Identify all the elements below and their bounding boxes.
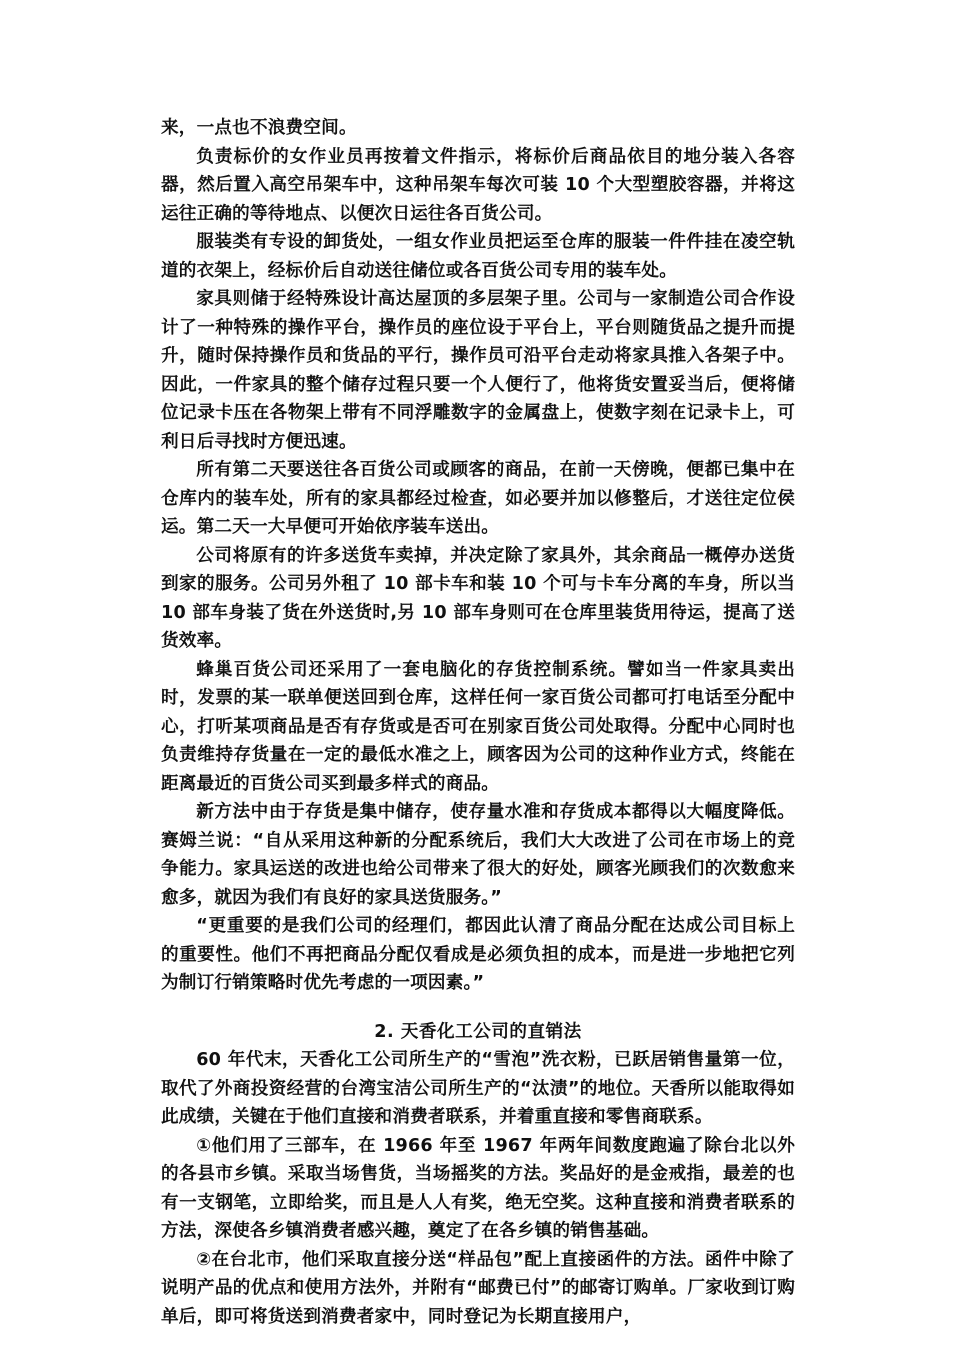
paragraph-4: 家具则储于经特殊设计高达屋顶的多层架子里。公司与一家制造公司合作设计了一种特殊的操作平台，操作员的座位设于平台上，平台则随货品之提升而提升，随时保持操作员和货品的平行，操作员可沿平台走动将家具推入各架子中。因此，一件家具的整个储存过程只要一个人便行了，他将货安置妥当后，便将储位记录卡压在各物架上带有不同浮雕数字的金属盘上，使数字刻在记录卡上，可利日后寻找时方便迅速。 bbox=[161, 289, 795, 452]
paragraph-8: 新方法中由于存货是集中储存，使存量水准和存货成本都得以大幅度降低。赛姆兰说：“自从采用这种新的分配系统后，我们大大改进了公司在市场上的竞争能力。家具运送的改进也给公司带来了很大的好处，顾客光顾我们的次数愈来愈多，就因为我们有良好的家具送货服务。” bbox=[161, 802, 795, 908]
paragraph-9: “更重要的是我们公司的经理们，都因此认清了商品分配在达成公司目标上的重要性。他们不再把商品分配仅看成是必须负担的成本，而是进一步地把它列为制订行销策略时优先考虑的一项因素。” bbox=[161, 916, 795, 993]
paragraph-2: 负责标价的女作业员再按着文件指示，将标价后商品依目的地分装入各容器，然后置入高空吊架车中，这种吊架车每次可装 10 个大型塑胶容器，并将这运往正确的等待地点、以便次日运往各百货公司。 bbox=[161, 146, 795, 224]
paragraph-11: ①他们用了三部车，在 1966 年至 1967 年两年间数度跑遍了除台北以外的各县市乡镇。采取当场售货，当场摇奖的方法。奖品好的是金戒指，最差的也有一支钢笔，立即给奖，而且是人人有奖，绝无空奖。这种直接和消费者联系的方法，深使各乡镇消费者感兴趣，奠定了在各乡镇的销售基础。 bbox=[161, 1135, 795, 1241]
paragraph-6: 公司将原有的许多送货车卖掉，并决定除了家具外，其余商品一概停办送货到家的服务。公司另外租了 10 部卡车和装 10 个可与卡车分离的车身，所以当 10 部车身装了货在外送货时,另 10 部车身则可在仓库里装货用待运，提高了送货效率。 bbox=[161, 545, 795, 651]
paragraph-7: 蜂巢百货公司还采用了一套电脑化的存货控制系统。譬如当一件家具卖出时，发票的某一联单便送回到仓库，这样任何一家百货公司都可打电话至分配中心，打听某项商品是否有存货或是否可在别家百货公司处取得。分配中心同时也负责维持存货量在一定的最低水准之上，顾客因为公司的这种作业方式，终能在距离最近的百货公司买到最多样式的商品。 bbox=[161, 659, 795, 794]
paragraph-1: 来，一点也不浪费空间。 bbox=[161, 118, 357, 138]
document-page bbox=[161, 114, 795, 1331]
section-title: 2. 天香化工公司的直销法 bbox=[374, 1021, 582, 1042]
paragraph-12: ②在台北市，他们采取直接分送“样品包”配上直接函件的方法。函件中除了说明产品的优点和使用方法外，并附有“邮费已付”的邮寄订购单。厂家收到订购单后，即可将货送到消费者家中，同时登记为长期直接用户， bbox=[161, 1249, 795, 1327]
paragraph-3: 服装类有专设的卸货处，一组女作业员把运至仓库的服装一件件挂在凌空轨道的衣架上，经标价后自动送往储位或各百货公司专用的装车处。 bbox=[161, 232, 795, 281]
paragraph-10: 60 年代末，天香化工公司所生产的“雪泡”洗衣粉，已跃居销售量第一位，取代了外商投资经营的台湾宝洁公司所生产的“汰渍”的地位。天香所以能取得如此成绩，关键在于他们直接和消费者联系，并着重直接和零售商联系。 bbox=[161, 1050, 795, 1127]
paragraph-5: 所有第二天要送往各百货公司或顾客的商品，在前一天傍晚，便都已集中在仓库内的装车处，所有的家具都经过检查，如必要并加以修整后，才送往定位侯运。第二天一大早便可开始依序装车送出。 bbox=[161, 460, 795, 537]
